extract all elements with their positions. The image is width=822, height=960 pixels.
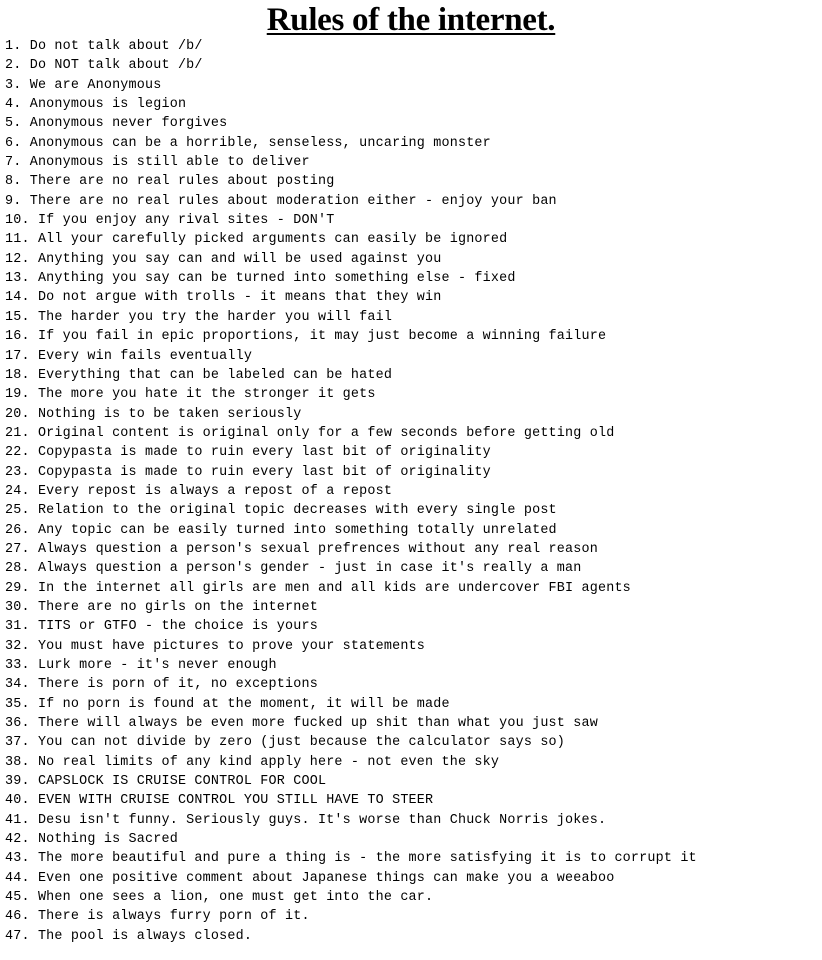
rule-item: 8. There are no real rules about posting bbox=[5, 174, 335, 190]
rule-item: 16. If you fail in epic proportions, it may just become a winning failure bbox=[5, 329, 607, 345]
rule-item: 34. There is porn of it, no exceptions bbox=[5, 677, 318, 693]
rule-item: 11. All your carefully picked arguments can easily be ignored bbox=[5, 232, 508, 248]
rule-item: 38. No real limits of any kind apply here - not even the sky bbox=[5, 754, 500, 770]
rule-item: 5. Anonymous never forgives bbox=[5, 116, 228, 132]
rule-item: 10. If you enjoy any rival sites - DON'T bbox=[5, 213, 335, 229]
rule-item: 14. Do not argue with trolls - it means that they win bbox=[5, 290, 442, 306]
rule-item: 37. You can not divide by zero (just because the calculator says so) bbox=[5, 735, 566, 751]
rule-item: 42. Nothing is Sacred bbox=[5, 832, 178, 848]
rule-item: 21. Original content is original only for a few seconds before getting old bbox=[5, 425, 615, 441]
rule-item: 35. If no porn is found at the moment, it will be made bbox=[5, 696, 450, 712]
rule-item: 24. Every repost is always a repost of a repost bbox=[5, 483, 393, 499]
rule-item: 2. Do NOT talk about /b/ bbox=[5, 58, 203, 74]
rule-item: 39. CAPSLOCK IS CRUISE CONTROL FOR COOL bbox=[5, 774, 327, 790]
rule-item: 19. The more you hate it the stronger it gets bbox=[5, 387, 376, 403]
rule-item: 1. Do not talk about /b/ bbox=[5, 39, 203, 54]
rule-item: 47. The pool is always closed. bbox=[5, 928, 253, 944]
rule-item: 44. Even one positive comment about Japanese things can make you a weeaboo bbox=[5, 870, 615, 886]
rule-item: 13. Anything you say can be turned into something else - fixed bbox=[5, 271, 516, 287]
rule-item: 31. TITS or GTFO - the choice is yours bbox=[5, 619, 318, 635]
rule-item: 22. Copypasta is made to ruin every last bit of originality bbox=[5, 445, 491, 461]
rules-list bbox=[5, 37, 697, 946]
rule-item: 26. Any topic can be easily turned into something totally unrelated bbox=[5, 522, 557, 538]
page-title: Rules of the internet. bbox=[266, 2, 556, 38]
rule-item: 12. Anything you say can and will be used against you bbox=[5, 251, 442, 267]
rule-item: 45. When one sees a lion, one must get into the car. bbox=[5, 890, 434, 906]
rule-item: 41. Desu isn't funny. Seriously guys. It's worse than Chuck Norris jokes. bbox=[5, 812, 607, 828]
rule-item: 4. Anonymous is legion bbox=[5, 97, 187, 113]
rule-item: 30. There are no girls on the internet bbox=[5, 599, 318, 615]
rule-item: 46. There is always furry porn of it. bbox=[5, 909, 310, 925]
rule-item: 20. Nothing is to be taken seriously bbox=[5, 406, 302, 422]
rule-item: 17. Every win fails eventually bbox=[5, 348, 253, 364]
rule-item: 15. The harder you try the harder you will fail bbox=[5, 309, 393, 325]
rule-item: 9. There are no real rules about moderation either - enjoy your ban bbox=[5, 193, 557, 209]
rule-item: 29. In the internet all girls are men and all kids are undercover FBI agents bbox=[5, 580, 631, 596]
rule-item: 25. Relation to the original topic decreases with every single post bbox=[5, 503, 557, 519]
rule-item: 23. Copypasta is made to ruin every last bit of originality bbox=[5, 464, 491, 480]
rule-item: 28. Always question a person's gender - just in case it's really a man bbox=[5, 561, 582, 577]
rule-item: 32. You must have pictures to prove your statements bbox=[5, 638, 426, 654]
rule-item: 7. Anonymous is still able to deliver bbox=[5, 155, 310, 171]
rule-item: 27. Always question a person's sexual prefrences without any real reason bbox=[5, 541, 598, 557]
rule-item: 36. There will always be even more fucked up shit than what you just saw bbox=[5, 716, 598, 732]
rule-item: 40. EVEN WITH CRUISE CONTROL YOU STILL HAVE TO STEER bbox=[5, 793, 434, 809]
rule-item: 43. The more beautiful and pure a thing is - the more satisfying it is to corrupt it bbox=[5, 851, 697, 867]
rule-item: 3. We are Anonymous bbox=[5, 77, 162, 93]
rule-item: 18. Everything that can be labeled can be hated bbox=[5, 367, 393, 383]
rule-item: 6. Anonymous can be a horrible, senseless, uncaring monster bbox=[5, 135, 491, 151]
rule-item: 33. Lurk more - it's never enough bbox=[5, 658, 277, 673]
